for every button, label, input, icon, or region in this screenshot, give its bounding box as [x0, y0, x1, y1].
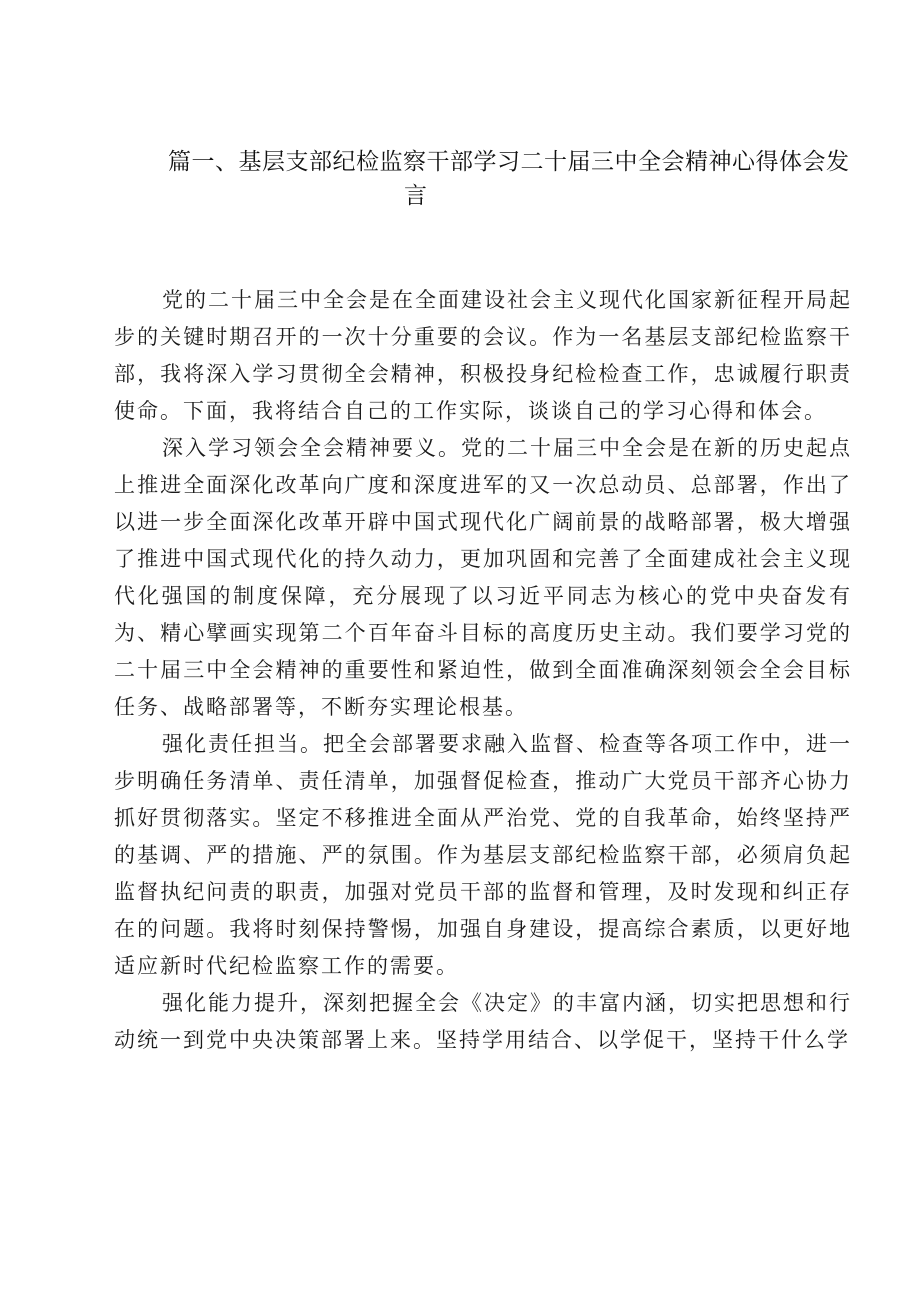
paragraph-1: 党的二十届三中全会是在全面建设社会主义现代化国家新征程开局起步的关键时期召开的一次十分重要的会议。作为一名基层支部纪检监察干部，我将深入学习贯彻全会精神，积极投身纪检检查工作，忠诚履行职责使命。下面，我将结合自己的工作实际，谈谈自己的学习心得和体会。 [114, 288, 852, 423]
document-title-line-1: 篇一、基层支部纪检监察干部学习二十届三中全会精神心得体会发 [168, 149, 850, 175]
document-title-line-2: 言 [404, 183, 428, 209]
document-body [114, 282, 852, 1059]
paragraph-2: 深入学习领会全会精神要义。党的二十届三中全会是在新的历史起点上推进全面深化改革向广度和深度进军的又一次总动员、总部署，作出了以进一步全面深化改革开辟中国式现代化广阔前景的战略部署，极大增强了推进中国式现代化的持久动力，更加巩固和完善了全面建成社会主义现代化强国的制度保障，充分展现了以习近平同志为核心的党中央奋发有为、精心擘画实现第二个百年奋斗目标的高度历史主动。我们要学习党的二十届三中全会精神的重要性和紧迫性，做到全面准确深刻领会全会目标任务、战略部署等，不断夯实理论根基。 [114, 436, 852, 719]
paragraph-4: 强化能力提升，深刻把握全会《决定》的丰富内涵，切实把思想和行动统一到党中央决策部署上来。坚持学用结合、以学促干，坚持干什么学 [114, 991, 852, 1052]
paragraph-3: 强化责任担当。把全会部署要求融入监督、检查等各项工作中，进一步明确任务清单、责任清单，加强督促检查，推动广大党员干部齐心协力抓好贯彻落实。坚定不移推进全面从严治党、党的自我革命，始终坚持严的基调、严的措施、严的氛围。作为基层支部纪检监察干部，必须肩负起监督执纪问责的职责，加强对党员干部的监督和管理，及时发现和纠正存在的问题。我将时刻保持警惕，加强自身建设，提高综合素质，以更好地适应新时代纪检监察工作的需要。 [114, 732, 852, 978]
document-title [168, 146, 858, 213]
